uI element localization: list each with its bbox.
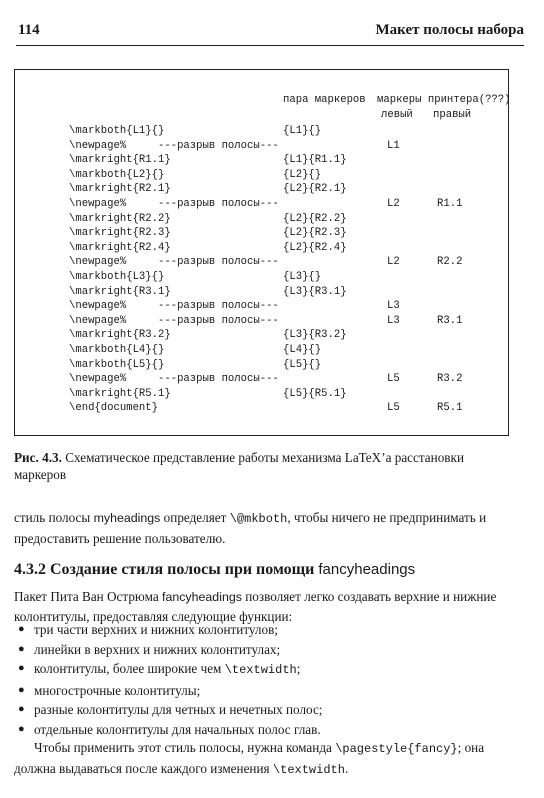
figure-row — [15, 256, 508, 270]
package-name: fancyheadings — [162, 590, 242, 604]
latex-code: \newpage% ---разрыв полосы--- — [69, 139, 279, 152]
latex-code: \markright{R2.3} — [69, 227, 171, 240]
right-marker: R1.1 — [437, 198, 463, 210]
latex-code: \markright{R3.2} — [69, 329, 171, 342]
caption-label: Рис. 4.3. — [14, 450, 62, 465]
paragraph-myheadings — [14, 508, 512, 548]
figure-row — [15, 125, 508, 139]
feature-item — [14, 620, 512, 640]
figure-row — [15, 227, 508, 241]
figure-row — [15, 373, 508, 387]
latex-code: \markright{R2.1} — [69, 183, 171, 196]
feature-text: разные колонтитулы для четных и нечетных полос; — [34, 702, 323, 718]
section-heading — [14, 561, 415, 579]
section-package: fancyheadings — [318, 561, 416, 578]
marker-pair: {L3}{R3.1} — [283, 285, 347, 298]
feature-text: линейки в верхних и нижних колонтитулах; — [34, 641, 281, 657]
caption-text: Схематическое представление работы механизма — [61, 450, 345, 465]
marker-pair: {L3}{} — [283, 271, 322, 283]
left-marker: L5 — [387, 373, 400, 386]
latex-code: \newpage% ---разрыв полосы--- — [69, 256, 279, 269]
feature-text: отдельные колонтитулы для начальных полос глав. — [34, 721, 321, 737]
column-header-left: левый — [381, 109, 413, 121]
package-name: myheadings — [93, 511, 161, 525]
right-marker: R5.1 — [437, 402, 463, 415]
figure-row — [15, 242, 508, 256]
figure-row — [15, 154, 508, 168]
feature-item — [14, 700, 512, 720]
header-rule — [16, 45, 524, 46]
figure-row — [15, 140, 508, 154]
latex-code: \markright{R3.1} — [69, 285, 171, 298]
command-name: \textwidth — [272, 763, 345, 777]
intro-text-tail: позволяет легко создавать верхние и нижние колонтитулы, предоставляя следующие функции: — [14, 589, 497, 624]
marker-pair: {L1}{} — [283, 125, 322, 137]
latex-code: \markright{R5.1} — [69, 387, 171, 400]
intro-text: Пакет Пита Ван Острюма — [14, 589, 163, 604]
section-title-text: 4.3.2 Создание стиля полосы при помощи — [14, 561, 319, 578]
page-header — [18, 22, 524, 42]
marker-pair: {L2}{R2.1} — [283, 183, 347, 196]
feature-item — [14, 640, 512, 660]
figure-caption — [14, 449, 514, 483]
latex-code: \markboth{L5}{} — [69, 358, 165, 371]
left-marker: L3 — [387, 314, 400, 327]
feature-text-tail: ; — [296, 661, 301, 677]
figure-4-3-box — [14, 69, 509, 436]
left-marker: L3 — [387, 300, 400, 313]
feature-item — [14, 720, 512, 740]
latex-code: \markboth{L4}{} — [69, 344, 165, 356]
feature-text: многострочные колонтитулы; — [34, 682, 201, 698]
left-marker: L2 — [387, 256, 400, 269]
figure-row — [15, 388, 508, 402]
paragraph-text-tail: , чтобы ничего не предпринимать и предоставить решение пользователю. — [14, 510, 487, 546]
left-marker: L2 — [387, 198, 400, 210]
caption-text-tail: ’а расстановки маркеров — [14, 450, 465, 482]
latex-code: \newpage% ---разрыв полосы--- — [69, 300, 279, 313]
latex-code: \end{document} — [69, 402, 159, 415]
column-header-right: правый — [433, 109, 472, 121]
bullet-icon: ● — [18, 683, 25, 696]
command-name: \pagestyle{fancy} — [335, 742, 458, 756]
figure-row — [15, 169, 508, 183]
figure-row — [15, 198, 508, 212]
column-header-printer: маркеры принтера(???) — [377, 94, 511, 106]
left-marker: L5 — [387, 402, 400, 415]
figure-row — [15, 344, 508, 358]
feature-list — [14, 620, 512, 740]
latex-code: \newpage% ---разрыв полосы--- — [69, 314, 279, 327]
closing-text: Чтобы применить этот стиль полосы, нужна команда — [34, 740, 336, 755]
feature-text: три части верхних и нижних колонтитулов; — [34, 622, 278, 637]
marker-pair: {L2}{R2.4} — [283, 241, 347, 254]
figure-row — [15, 286, 508, 300]
figure-row — [15, 329, 508, 343]
latex-code: \newpage% ---разрыв полосы--- — [69, 198, 279, 210]
paragraph-text-middle: определяет — [160, 510, 230, 525]
marker-pair: {L5}{} — [283, 358, 322, 371]
feature-item — [14, 659, 512, 681]
command-name: \@mkboth — [229, 512, 288, 526]
latex-code: \markboth{L1}{} — [69, 125, 165, 137]
latex-code: \markboth{L2}{} — [69, 168, 165, 181]
feature-item — [14, 681, 512, 701]
column-header-pair: пара маркеров — [283, 94, 366, 106]
figure-row — [15, 271, 508, 285]
latex-code: \markright{R1.1} — [69, 154, 171, 167]
command-name: \textwidth — [224, 663, 297, 678]
marker-pair: {L5}{R5.1} — [283, 387, 347, 400]
marker-pair: {L2}{R2.3} — [283, 227, 347, 240]
right-marker: R3.1 — [437, 314, 463, 327]
bullet-icon: ● — [18, 642, 25, 655]
latex-code: \markright{R2.2} — [69, 212, 171, 225]
left-marker: L1 — [387, 139, 400, 152]
figure-row — [15, 183, 508, 197]
latex-code: \markright{R2.4} — [69, 241, 171, 254]
figure-row — [15, 402, 508, 416]
marker-pair: {L2}{} — [283, 168, 322, 181]
right-marker: R3.2 — [437, 373, 463, 386]
latex-code: \markboth{L3}{} — [69, 271, 165, 283]
paragraph-text: стиль полосы — [14, 510, 94, 525]
page-number: 114 — [18, 22, 40, 38]
bullet-icon: ● — [18, 623, 25, 635]
figure-row — [15, 300, 508, 314]
marker-pair: {L2}{R2.2} — [283, 212, 347, 225]
figure-row — [15, 213, 508, 227]
latex-code: \newpage% ---разрыв полосы--- — [69, 373, 279, 386]
bullet-icon: ● — [18, 662, 25, 675]
closing-text-middle: ; она должна выдаваться после каждого изменения — [14, 740, 485, 776]
feature-text: колонтитулы, более широкие чем — [34, 661, 225, 677]
marker-pair: {L4}{} — [283, 344, 322, 356]
right-marker: R2.2 — [437, 256, 463, 269]
bullet-icon: ● — [18, 703, 25, 716]
figure-row — [15, 359, 508, 373]
paragraph-closing — [14, 738, 512, 780]
closing-text-tail: . — [344, 761, 349, 776]
bullet-icon: ● — [18, 722, 25, 735]
figure-row — [15, 315, 508, 329]
marker-pair: {L1}{R1.1} — [283, 154, 347, 167]
running-title: Макет полосы набора — [375, 22, 524, 38]
marker-pair: {L3}{R3.2} — [283, 329, 347, 342]
latex-logo: LaTeX — [344, 450, 382, 465]
